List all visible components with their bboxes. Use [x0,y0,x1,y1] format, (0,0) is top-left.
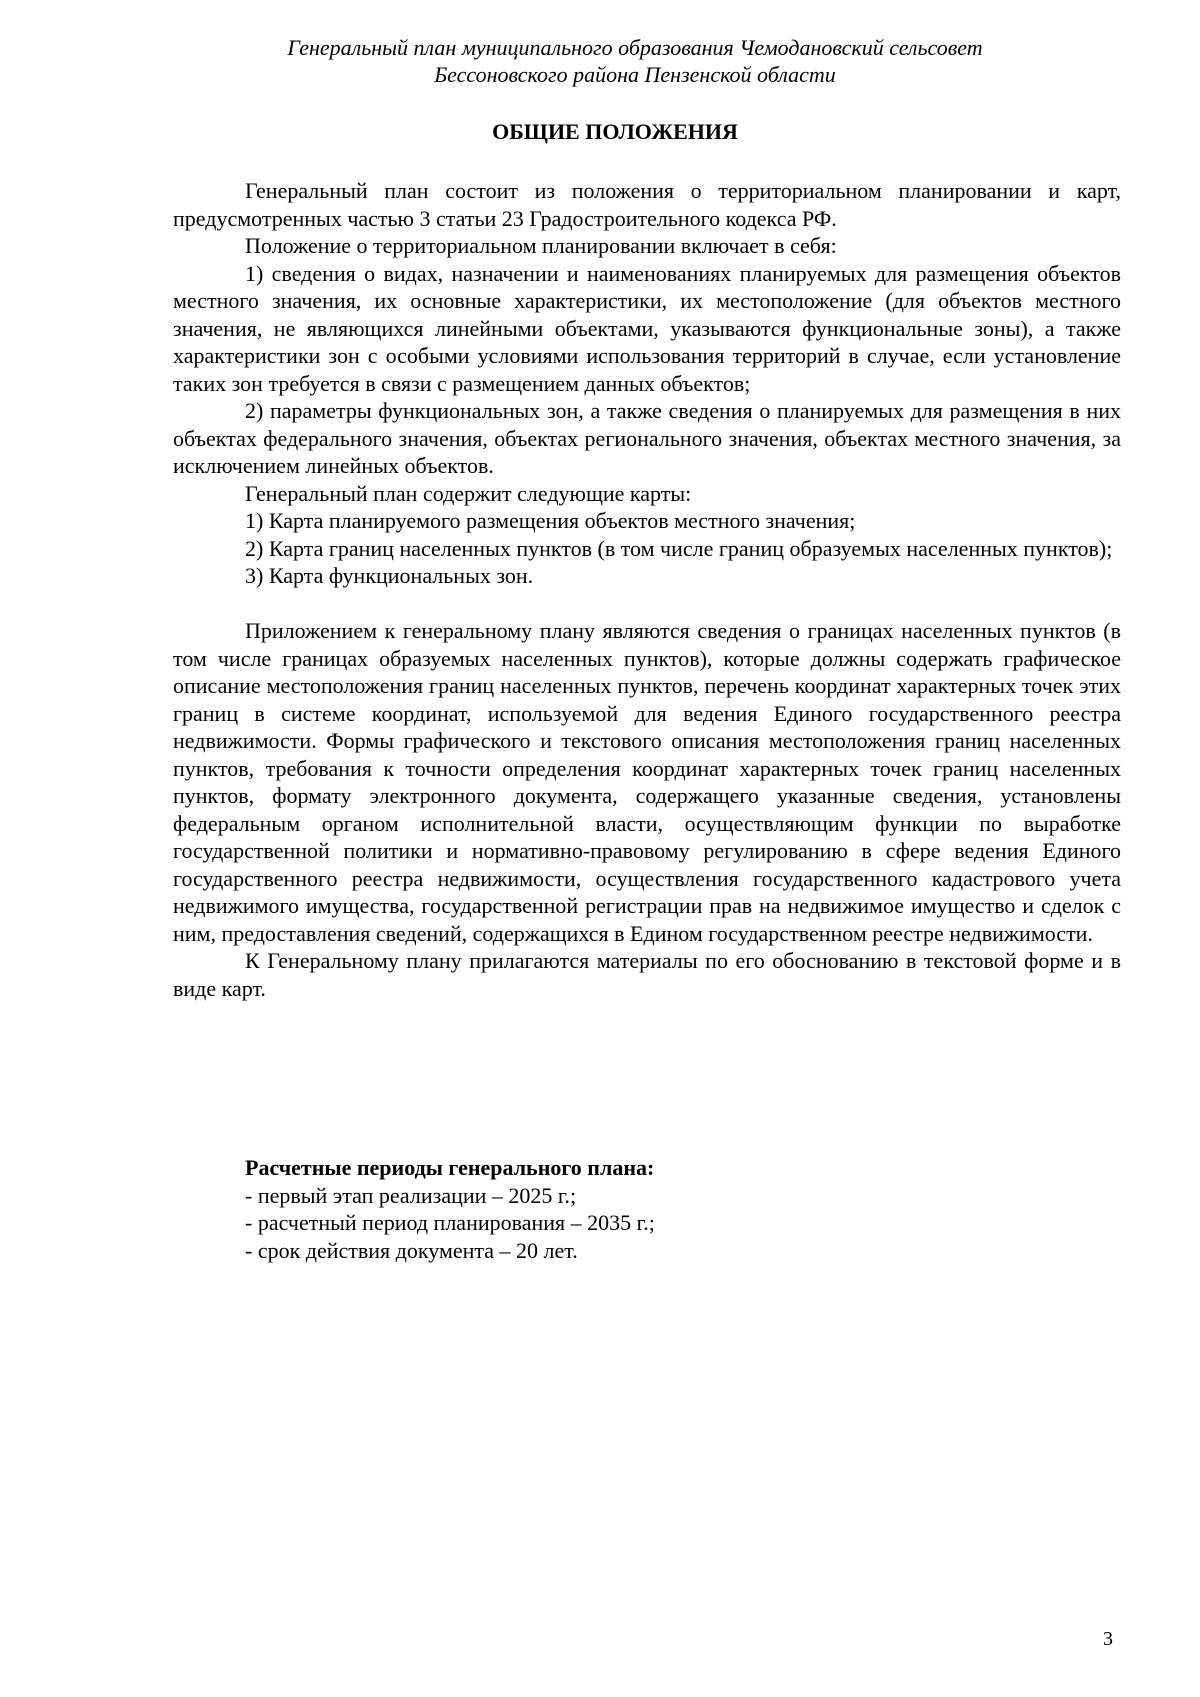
period-item: - расчетный период планирования – 2035 г.; [245,1210,655,1235]
paragraph-provision-intro: Положение о территориальном планировании включает в себя: [245,233,837,258]
paragraph-gap [173,590,1121,618]
paragraph-provision-item-1: 1) сведения о видах, назначении и наименованиях планируемых для размещения объектов местного значения, их основные характеристики, их местоположение (для объектов местного значения, не являющихся линейными объектами, указываются функциональные зоны), а также характеристики зон с особыми условиями использования территорий в случае, если установление таких зон требуется в связи с размещением данных объектов; [173,260,1121,396]
paragraph-materials: К Генеральному плану прилагаются материалы по его обоснованию в текстовой форме и в виде карт. [173,948,1121,1001]
paragraph-appendix: Приложением к генеральному плану являются сведения о границах населенных пунктов (в том числе границах образуемых населенных пунктов), которые должны содержать графическое описание местоположения границ населенных пунктов, перечень координат характерных точек этих границ в системе координат, используемой для ведения Единого государственного реестра недвижимости. Формы графического и текстового описания местоположения границ населенных пунктов, требования к точности определения координат характерных точек границ населенных пунктов, формату электронного документа, содержащего указанные сведения, установлены федеральным органом исполнительной власти, осуществляющим функции по выработке государственной политики и нормативно-правовому регулированию в сфере ведения Единого государственного реестра недвижимости, осуществления государственного кадастрового учета недвижимого имущества, государственной регистрации прав на недвижимое имущество и сделок с ним, предоставления сведений, содержащихся в Едином государственном реестре недвижимости. [173,618,1121,946]
header-line-2: Бессоновского района Пензенской области [434,62,836,87]
period-item: - срок действия документа – 20 лет. [245,1237,578,1263]
header-line-1: Генеральный план муниципального образования Чемодановский сельсовет [287,35,983,60]
paragraph-composition: Генеральный план состоит из положения о территориальном планировании и карт, предусмотренных частью 3 статьи 23 Градостроительного кодекса РФ. [173,178,1121,231]
running-header [0,34,1200,88]
paragraph-map-1: 1) Карта планируемого размещения объектов местного значения; [245,508,856,533]
period-item: - первый этап реализации – 2025 г.; [245,1182,577,1208]
page-number: 3 [1103,1628,1113,1650]
paragraph-map-2: 2) Карта границ населенных пунктов (в том числе границ образуемых населенных пунктов); [245,535,1113,561]
paragraph-map-3: 3) Карта функциональных зон. [245,563,534,588]
body-text [173,177,1121,1002]
calculation-periods [245,1154,1105,1264]
section-title: ОБЩИЕ ПОЛОЖЕНИЯ [492,119,738,144]
paragraph-provision-item-2: 2) параметры функциональных зон, а также сведения о планируемых для размещения в них объектах федерального значения, объектах регионального значения, объектах местного значения, за исключением линейных объектов. [173,398,1121,478]
periods-title: Расчетные периоды генерального плана: [245,1155,655,1180]
paragraph-maps-intro: Генеральный план содержит следующие карты: [245,480,692,506]
